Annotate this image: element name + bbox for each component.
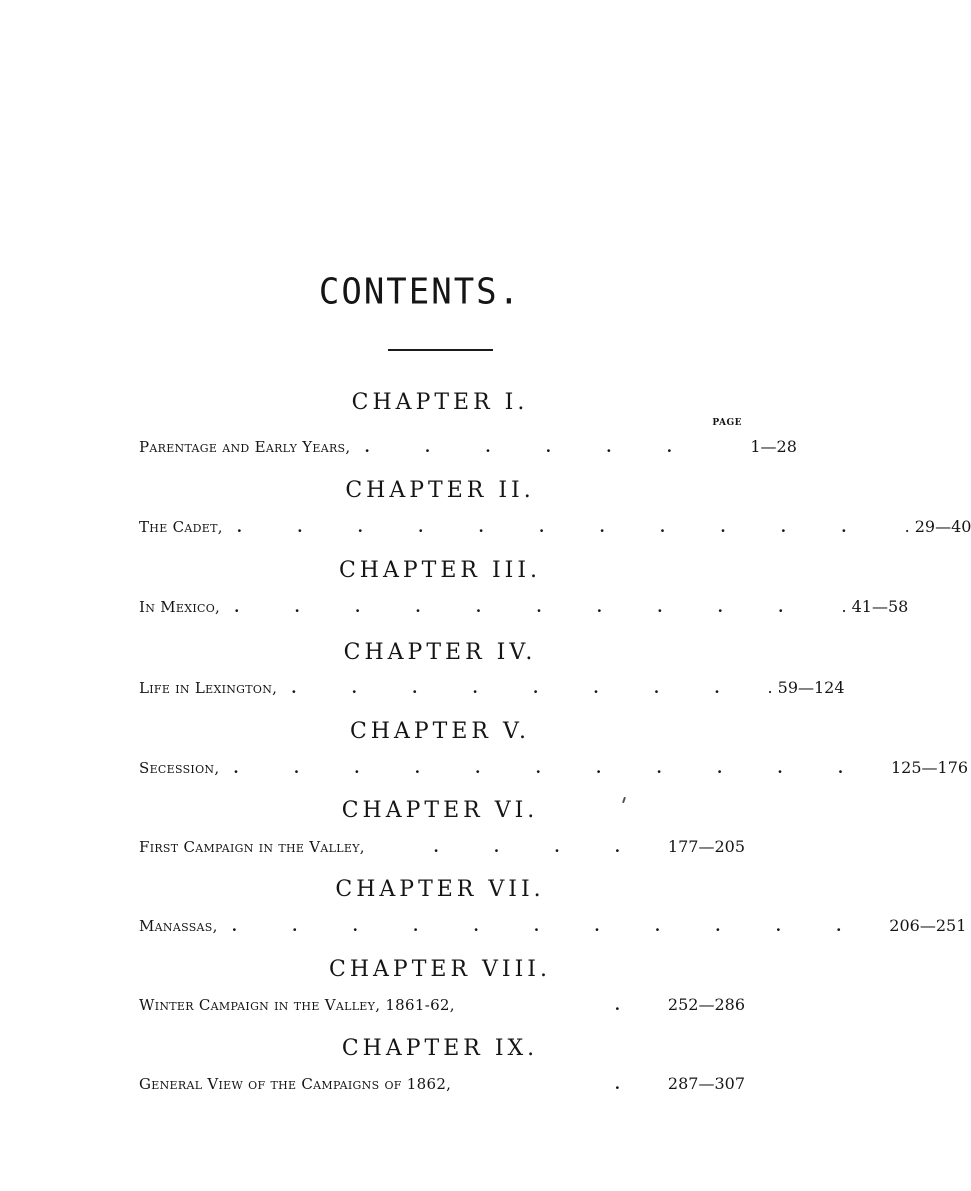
page-range: 1—28 — [750, 437, 797, 456]
entry-title: Secession, — [139, 759, 220, 777]
dot-leader: . . . . . . . . — [291, 679, 745, 697]
chapter-heading-7: CHAPTER VII. — [335, 877, 545, 902]
toc-entry[interactable] — [139, 437, 797, 463]
title-rule — [388, 349, 493, 351]
page-range: 252—286 — [667, 995, 745, 1014]
entry-title: Life in Lexington, — [139, 679, 278, 697]
toc-entry[interactable] — [139, 758, 969, 784]
page-range: . 41—58 — [841, 597, 909, 616]
dot-leader: . — [614, 996, 645, 1014]
toc-entry[interactable] — [139, 837, 745, 863]
entry-title: In Mexico, — [139, 598, 221, 616]
page-range: . 29—40 — [904, 517, 971, 536]
toc-entry[interactable] — [139, 597, 909, 623]
chapter-heading-1: CHAPTER I. — [351, 390, 529, 415]
entry-title: Winter Campaign in the Valley, 1861-62, — [139, 996, 455, 1014]
toc-entry[interactable] — [139, 517, 971, 543]
entry-title: General View of the Campaigns of 1862, — [139, 1075, 452, 1093]
toc-entry[interactable] — [139, 916, 967, 942]
dot-leader: . . . . . . . . . . . — [231, 917, 867, 935]
dot-leader: . . . . — [433, 838, 645, 856]
chapter-heading-5: CHAPTER V. — [349, 719, 531, 744]
entry-title: Parentage and Early Years, — [139, 438, 351, 456]
toc-entry[interactable] — [139, 1074, 745, 1100]
dot-leader: . . . . . . . . . . . — [233, 759, 869, 777]
chapter-heading-8: CHAPTER VIII. — [329, 957, 551, 982]
chapter-heading-2: CHAPTER II. — [345, 478, 535, 503]
page-range: 177—205 — [667, 837, 745, 856]
page-range: 125—176 — [890, 758, 969, 777]
dot-leader: . . . . . . . . . . — [234, 598, 809, 616]
page-range: 287—307 — [667, 1074, 745, 1093]
chapter-heading-9: CHAPTER IX. — [341, 1036, 539, 1061]
page-column-label: PAGE — [712, 418, 742, 428]
chapter-heading-3: CHAPTER III. — [338, 558, 542, 583]
chapter-heading-6: CHAPTER VI. — [341, 798, 539, 823]
page-title: CONTENTS. — [318, 271, 522, 313]
entry-title: First Campaign in the Valley, — [139, 838, 365, 856]
chapter-heading-4: CHAPTER IV. — [343, 640, 537, 665]
dot-leader: . . . . . . . . . . . — [236, 518, 872, 536]
page-range: 206—251 — [889, 916, 967, 935]
page-range: . 59—124 — [767, 678, 845, 697]
toc-entry[interactable] — [139, 678, 845, 704]
toc-entry[interactable] — [139, 995, 745, 1021]
dot-leader: . — [614, 1075, 645, 1093]
entry-title: The Cadet, — [139, 518, 223, 536]
dot-leader: . . . . . . — [364, 438, 697, 456]
entry-title: Manassas, — [139, 917, 218, 935]
